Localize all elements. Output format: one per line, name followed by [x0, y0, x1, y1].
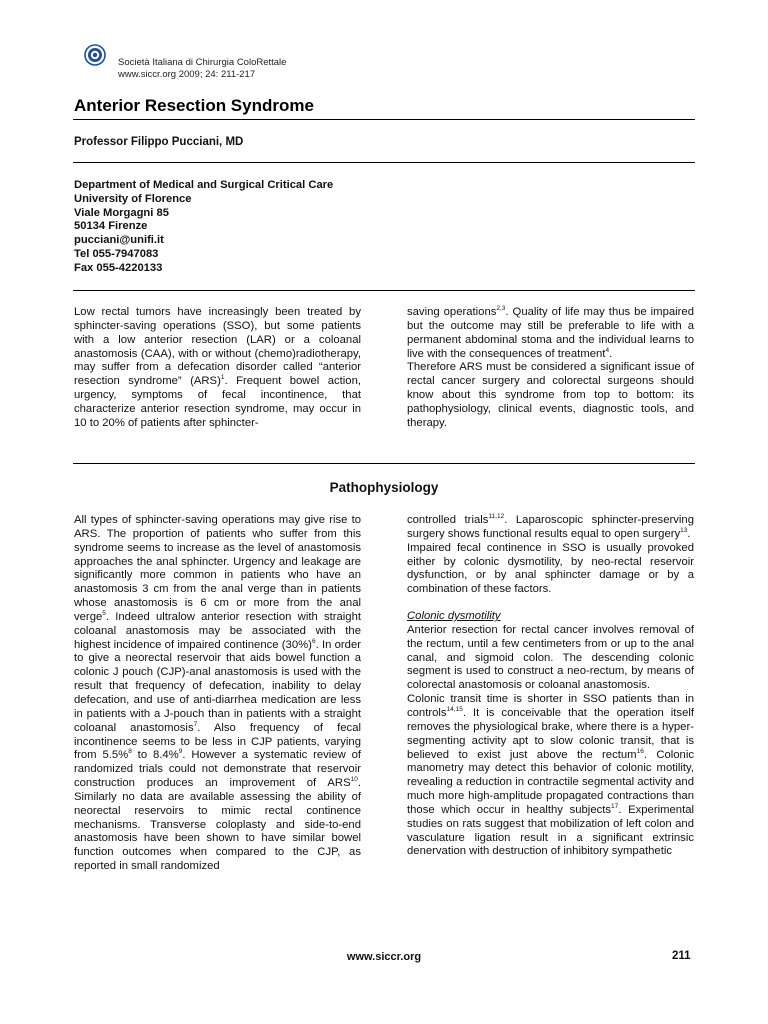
reference-marker: 5	[102, 610, 106, 618]
affiliation-line: 50134 Firenze	[74, 220, 148, 233]
society-name: Società Italiana di Chirurgia ColoRettale	[118, 57, 287, 68]
affiliation-line: Viale Morgagni 85	[74, 206, 169, 219]
subsection-heading: Colonic dysmotility	[407, 610, 501, 623]
reference-marker: 14,15	[446, 706, 463, 714]
body-paragraph: controlled trials$^{11,12}$. Laparoscopic sphincter-preserving surgery shows functional results equal to open surgery$^{13}$.	[407, 513, 694, 540]
abstract-paragraph: saving operations$^{2,3}$. Quality of life may thus be impaired but the outcome may still be preferable to life with a permanent abdominal stoma and the individual learns to live with the consequences of treatment$^4$.	[407, 305, 694, 360]
reference-marker: 6	[311, 637, 316, 645]
reference-marker: 17	[611, 803, 619, 811]
abstract-paragraph: Therefore ARS must be considered a significant issue of rectal cancer surgery and colorectal surgeons should know about this syndrome from top to bottom: its pathophysiology, clinical events, diagnostic tools, and therapy.	[407, 361, 694, 429]
body-paragraph: All types of sphincter-saving operations may give rise to ARS. The proportion of patients who suffer from this syndrome seems to increase as the level of anastomosis approaches the anal sphincter. Urgency and leakage are significantly more common in patients who have an anastomosis 3 cm from the anal verge than in patients whose anastomosis is 6 cm or more from the anal verge$^5$. Indeed ultralow anterior resection with straight coloanal anastomosis may be associated with the highest incidence of impaired continence $(30\%)^6$. In order to give a neorectal reservoir that aids bowel function a colonic J pouch (CJP)-anal anastomosis is used with the result that frequency of defecation, inability to delay defecation, and use of anti-diarrhea medication are less in patients with a J-pouch than in patients with a straight coloanal anastomosis$^7$. Also frequency of fecal incontinence seems to be less in CJP patients, varying from 5.5%$^8$ to 8.4%$^9$. However a systematic review of randomized trials could not demonstrate that reservoir construction produces an improvement of ARS$^{10}$. Similarly no data are available assessing the ability of neorectal reservoirs to mimic rectal continence mechanisms. Transverse coloplasty and side-to-end anastomosis have been shown to have similar bowel function outcomes when compared to the CJP, as reported in small randomized	[74, 514, 362, 873]
reference-marker: 13	[680, 527, 688, 535]
author-rule	[73, 162, 695, 163]
section-title: Pathophysiology	[329, 480, 439, 495]
reference-marker: 4	[605, 346, 610, 354]
abstract-paragraph: Low rectal tumors have increasingly been treated by sphincter-saving operations (SSO), but some patients with a low anterior resection (LAR) or a coloanal anastomosis (CAA), with or without (chemo)radiotherapy, may suffer from a defecation disorder called “anterior resection syndrome” (ARS)$^1$. Frequent bowel action, urgency, symptoms of fecal incontinence, that characterize anterior resection syndrome, may occur in 10 to 20% of patients after sphincter-	[74, 306, 361, 429]
abstract-rule	[73, 463, 695, 464]
journal-header	[118, 57, 286, 80]
reference-marker: 9	[178, 748, 183, 756]
body-paragraph: Anterior resection for rectal cancer involves removal of the rectum, until a few centimeters from or up to the anal canal, and sigmoid colon. The descending colonic segment is used to construct a neo-rectum, by means of colorectal anastomosis or coloanal anastomosis.	[407, 623, 694, 692]
abstract-right-column	[407, 306, 694, 431]
body-paragraph: Impaired fecal continence in SSO is usually provoked either by colonic dysmotility, by neo-rectal reservoir dysfunction, or by anal sphincter damage or by a combination of these factors.	[407, 541, 694, 596]
body-left-column	[74, 514, 361, 874]
body-paragraph: Colonic transit time is shorter in SSO patients than in controls$^{14,15}$. It is conceivable that the operation itself removes the physiological brake, where there is a hyper-segmenting activity apt to slow colonic transit, that is believed to exist just above the rectum$^{16}$. Colonic manometry may detect this behavior of colonic motility, revealing a reduction in contractile segmental activity and much more high-amplitude propagated contractions than those which occur in healthy subjects$^{17}$. Experimental studies on rats suggest that mobilization of left colon and vasculature ligation result in a significant extrinsic denervation with destruction of inhibitory sympathetic	[407, 693, 695, 858]
reference-marker: 2,3	[496, 305, 506, 313]
title-rule	[73, 119, 695, 120]
reference-marker: 8	[128, 748, 132, 756]
body-right-column	[407, 514, 694, 859]
affiliation-line: Department of Medical and Surgical Critical Care	[74, 179, 334, 191]
reference-marker: 11,12	[488, 513, 505, 521]
reference-marker: 10	[350, 776, 358, 784]
page-number: 211	[672, 950, 691, 962]
footer-url[interactable]: www.siccr.org	[346, 951, 422, 963]
reference-marker: 1	[220, 374, 225, 382]
affiliation-email: pucciani@unifi.it	[74, 234, 164, 247]
affiliation-rule	[73, 290, 695, 291]
affiliation-tel: Tel 055-7947083	[74, 247, 159, 260]
affiliation-block	[74, 179, 333, 276]
reference-marker: 16	[636, 747, 644, 755]
reference-marker: 7	[193, 720, 198, 728]
author-name: Professor Filippo Pucciani, MD	[74, 136, 244, 148]
journal-citation: www.siccr.org 2009; 24: 211-217	[118, 68, 256, 80]
society-logo-icon	[84, 44, 106, 66]
abstract-left-column	[74, 306, 361, 431]
affiliation-fax: Fax 055-4220133	[74, 261, 163, 274]
article-title: Anterior Resection Syndrome	[74, 96, 314, 115]
affiliation-line: University of Florence	[74, 192, 192, 205]
